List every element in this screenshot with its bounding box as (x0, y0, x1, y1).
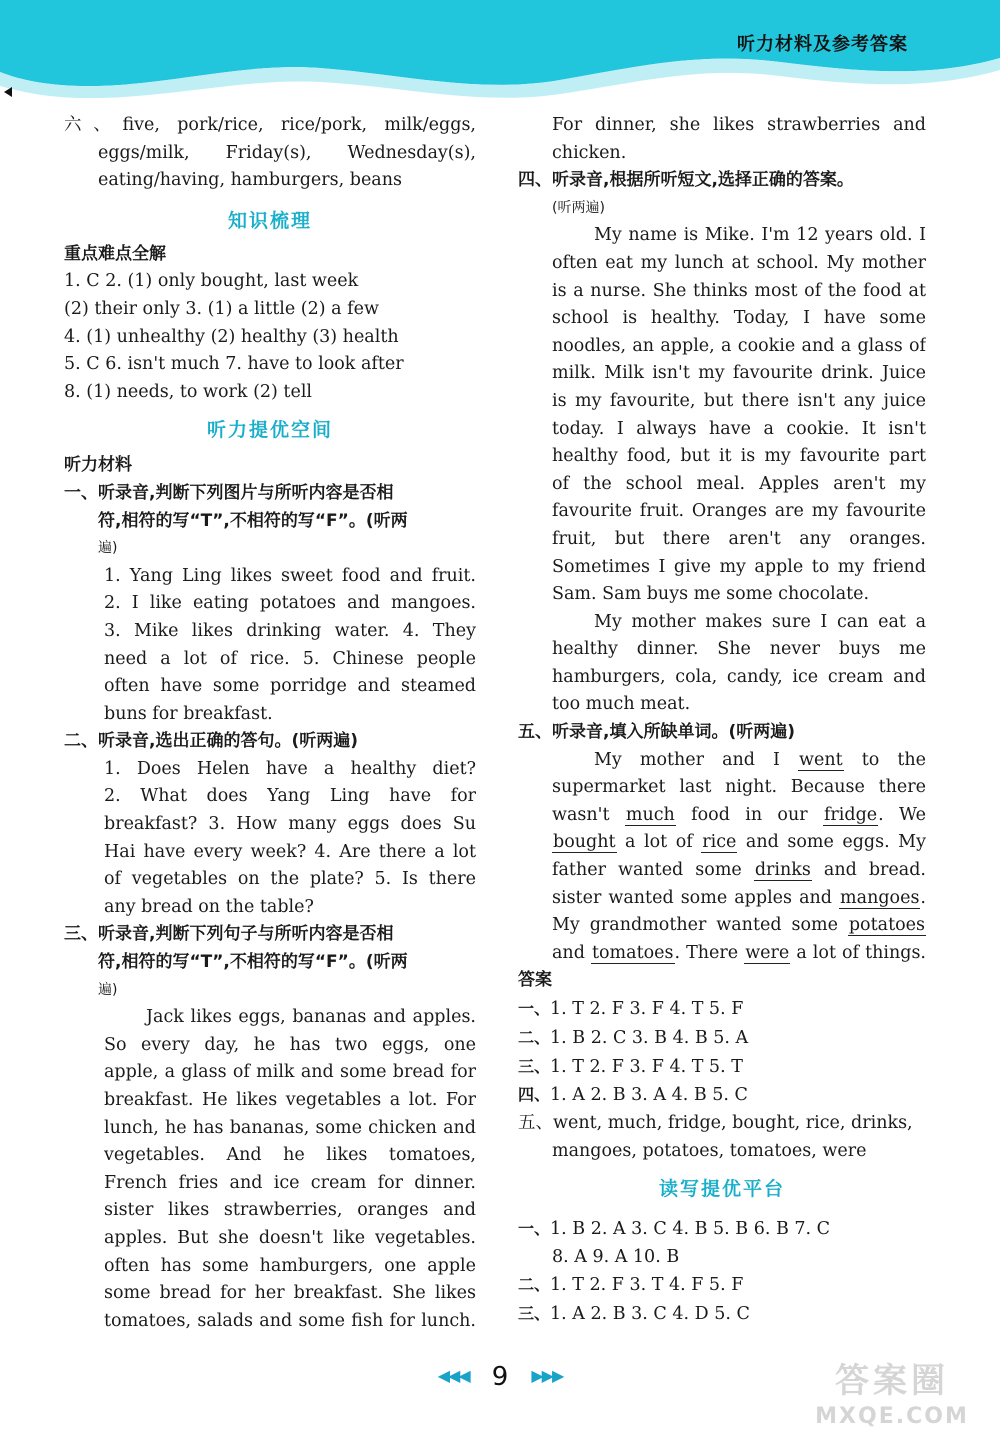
section-title-knowledge: 知识梳理 (227, 209, 312, 232)
subsection-title: 听力材料 (64, 455, 132, 476)
answer-line: 1. C 2. (1) only bought, last week (64, 271, 359, 292)
transcript-line: 2. What does Yang Ling have for (104, 786, 476, 807)
question-heading: 一、听录音,判断下列图片与所听内容是否相 (64, 482, 394, 503)
transcript-line: breakfast? 3. How many eggs does Su (104, 814, 476, 835)
transcript-line: too much meat. (552, 694, 691, 715)
cloze-answer: bought (553, 832, 616, 853)
transcript-line: some bread for her breakfast. She likes (104, 1283, 476, 1304)
previous-arrows-icon: ◀◀◀ (437, 1366, 469, 1385)
cloze-line: bought a lot of rice and some eggs. My (553, 832, 926, 853)
question-heading: 三、听录音,判断下列句子与所听内容是否相 (64, 924, 394, 945)
subsection-title: 重点难点全解 (64, 243, 166, 264)
question-heading: 五、听录音,填入所缺单词。(听两遍) (518, 722, 795, 743)
answer-row: 一、1. T 2. F 3. F 4. T 5. F (518, 999, 744, 1019)
transcript-line: of vegetables on the plate? 5. Is there (104, 869, 476, 890)
question-note: (听两遍) (552, 199, 605, 216)
transcript-line: favourite fruit. Oranges are my favourite (552, 501, 926, 522)
cloze-line: wasn't much food in our fridge. We (552, 804, 926, 825)
cloze-line: sister wanted some apples and mangoes. (552, 887, 926, 908)
transcript-line: So every day, he has two eggs, one (104, 1034, 476, 1055)
cloze-line: My mother and I went to the (594, 749, 926, 770)
transcript-line: 3. Mike likes drinking water. 4. They (104, 620, 476, 641)
cloze-answer: tomatoes (591, 942, 674, 963)
transcript-line: 1. Does Helen have a healthy diet? (104, 758, 476, 779)
transcript-line: apple, a glass of milk and some bread for (104, 1062, 476, 1083)
transcript-line: My name is Mike. I'm 12 years old. I (594, 225, 926, 246)
transcript-line: Jack likes eggs, bananas and apples. (146, 1007, 476, 1028)
answer-row: 五、went, much, fridge, bought, rice, drinks, (518, 1112, 913, 1133)
answer-six-line: eggs/milk, Friday(s), Wednesday(s), (98, 142, 476, 163)
cloze-answer: went (799, 749, 843, 770)
watermark-logo: 答案圈 MXQE.COM (815, 1361, 969, 1429)
cloze-answer: rice (702, 832, 737, 853)
cloze-line: supermarket last night. Because there (552, 777, 926, 798)
transcript-line: milk. Milk isn't my favourite drink. Juice (552, 363, 926, 384)
answer-line: 4. (1) unhealthy (2) healthy (3) health (64, 326, 399, 347)
question-heading: 四、听录音,根据所听短文,选择正确的答案。 (518, 170, 854, 191)
cloze-answer: mangoes (840, 887, 920, 908)
header-title: 听力材料及参考答案 (737, 34, 908, 55)
transcript-line: lunch, he has bananas, some chicken and (104, 1117, 476, 1138)
question-heading: 遍) (98, 981, 118, 998)
transcript-line: of the school meal. Apples aren't my (552, 473, 926, 494)
cloze-answer: fridge (823, 804, 878, 825)
next-arrows-icon: ▶▶▶ (531, 1366, 563, 1385)
transcript-line: any bread on the table? (104, 896, 314, 917)
transcript-line: French fries and ice cream for dinner. (104, 1172, 476, 1193)
section-title-listening: 听力提优空间 (206, 419, 333, 442)
transcript-line: often eat my lunch at school. My mother (552, 252, 926, 273)
back-arrow-icon (4, 87, 12, 97)
answer-row: 二、1. B 2. C 3. B 4. B 5. A (518, 1028, 749, 1049)
left-column (64, 112, 476, 1335)
question-heading: 遍) (98, 540, 118, 557)
answer-line: (2) their only 3. (1) a little (2) a few (64, 298, 379, 319)
question-heading: 符,相符的写“T”,不相符的写“F”。(听两 (98, 510, 408, 531)
transcript-line: Hai have every week? 4. Are there a lot (104, 841, 476, 862)
cloze-answer: were (745, 942, 790, 963)
transcript-line: is a nurse. She thinks most of the food at (552, 280, 926, 301)
answer-row: 三、1. A 2. B 3. C 4. D 5. C (518, 1303, 750, 1324)
transcript-line: Sometimes I give my apple to my friend (552, 556, 926, 577)
cloze-answer: potatoes (848, 915, 925, 936)
cloze-line: father wanted some drinks and bread. (552, 860, 926, 881)
transcript-line: school is healthy. Today, I have some (552, 308, 926, 329)
right-column (518, 112, 926, 1329)
transcript-line: need a lot of rice. 5. Chinese people (104, 648, 476, 669)
answer-row: 二、1. T 2. F 3. T 4. F 5. F (518, 1275, 744, 1296)
cloze-line: My grandmother wanted some potatoes (552, 915, 925, 936)
answer-row: 三、1. T 2. F 3. F 4. T 5. T (518, 1056, 743, 1077)
transcript-line: hamburgers, cola, candy, ice cream and (552, 666, 926, 687)
transcript-line: Sam. Sam buys me some chocolate. (552, 584, 870, 605)
transcript-line: today. I always have a cookie. It isn't (552, 418, 926, 439)
transcript-line: often has some hamburgers, one apple (104, 1255, 476, 1276)
transcript-line: buns for breakfast. (104, 703, 273, 724)
answer-line: 8. (1) needs, to work (2) tell (64, 381, 313, 402)
transcript-line: tomatoes, salads and some fish for lunch. (104, 1310, 476, 1331)
transcript-line: is my favourite, but there isn't any juice (552, 390, 926, 411)
answer-row: 一、1. B 2. A 3. C 4. B 5. B 6. B 7. C (518, 1219, 831, 1240)
answer-line: 5. C 6. isn't much 7. have to look after (64, 354, 404, 375)
question-heading: 符,相符的写“T”,不相符的写“F”。(听两 (98, 952, 408, 973)
section-title-reading-writing: 读写提优平台 (658, 1178, 785, 1201)
answer-six-line: 六、five, pork/rice, rice/pork, milk/eggs, (64, 115, 476, 135)
answers-label: 答案 (518, 970, 552, 991)
answer-six-line: eating/having, hamburgers, beans (98, 170, 402, 191)
transcript-line: vegetables. And he likes tomatoes, (104, 1145, 476, 1166)
transcript-line: fruit, but there aren't any oranges. (552, 528, 926, 549)
transcript-line: healthy dinner. She never buys me (552, 639, 926, 660)
cloze-line: and tomatoes. There were a lot of things. (552, 942, 926, 963)
cloze-answer: much (625, 804, 675, 825)
transcript-line: apples. But she doesn't like vegetables. (104, 1227, 476, 1248)
transcript-line: sister likes strawberries, oranges and (104, 1200, 476, 1221)
page-number: 9 (491, 1362, 509, 1392)
transcript-line: 1. Yang Ling likes sweet food and fruit. (104, 565, 476, 586)
transcript-line: My mother makes sure I can eat a (594, 611, 926, 632)
transcript-line: healthy food, but it is my favourite part (552, 446, 926, 467)
transcript-line: For dinner, she likes strawberries and (552, 115, 926, 135)
cloze-answer: drinks (754, 860, 811, 881)
answer-row: mangoes, potatoes, tomatoes, were (552, 1140, 867, 1161)
transcript-line: breakfast. He likes vegetables a lot. For (104, 1090, 476, 1110)
question-heading: 二、听录音,选出正确的答句。(听两遍) (64, 731, 358, 752)
answer-row: 四、1. A 2. B 3. A 4. B 5. C (518, 1085, 748, 1106)
transcript-line: often have some porridge and steamed (104, 676, 476, 697)
answer-row: 8. A 9. A 10. B (552, 1246, 680, 1267)
page-header (0, 0, 1000, 110)
transcript-line: noodles, an apple, a cookie and a glass of (552, 335, 926, 356)
transcript-line: 2. I like eating potatoes and mangoes. (104, 593, 476, 614)
transcript-line: chicken. (552, 142, 627, 163)
